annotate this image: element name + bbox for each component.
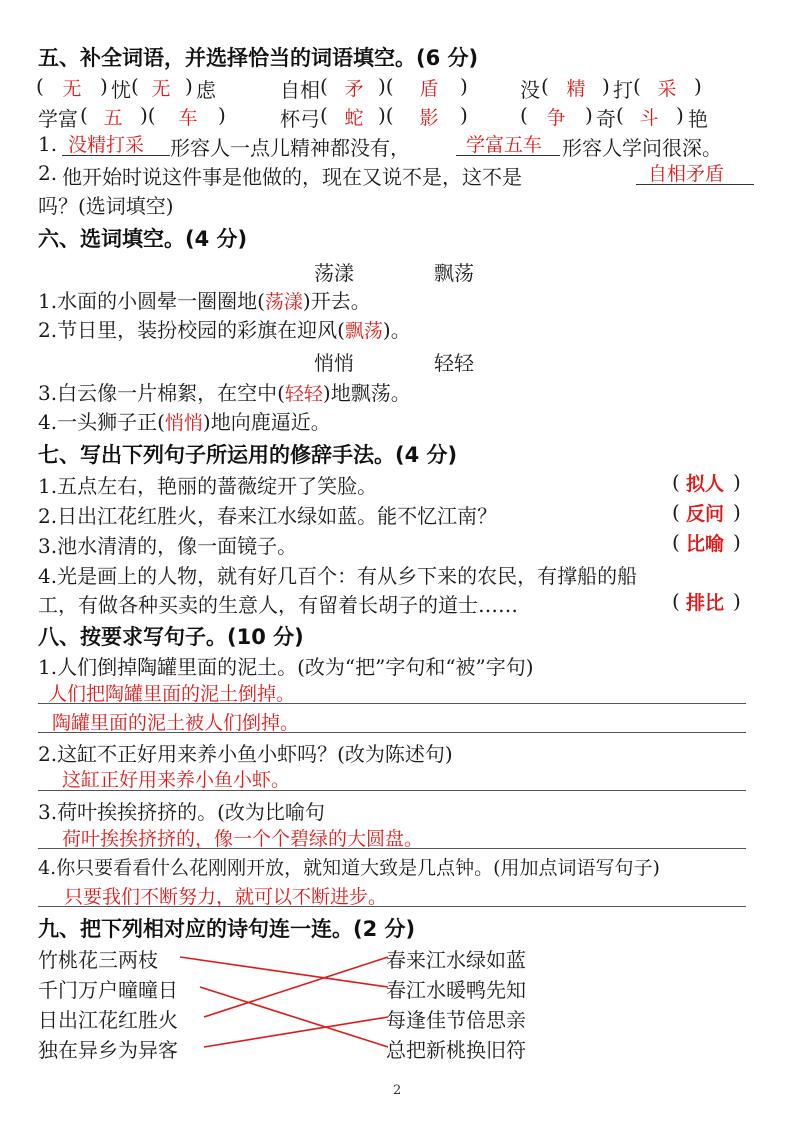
paren: ): [460, 74, 468, 98]
question-text: 4.光是画上的人物，就有好几百个：有从乡下来的农民，有撑船的船: [38, 564, 638, 588]
question-number: 1.: [38, 132, 58, 156]
answer-blank: 盾: [419, 78, 439, 100]
answer-blank: 精: [566, 78, 586, 100]
poem-left[interactable]: 竹桃花三两枝: [38, 948, 158, 972]
answer-text: 人们把陶罐里面的泥土倒掉。: [48, 683, 296, 705]
paren: )(: [378, 74, 394, 98]
question-text: 形容人一点儿精神都没有，: [170, 136, 410, 160]
paren: (: [36, 74, 44, 98]
answer-blank: 车: [178, 107, 198, 129]
poem-right[interactable]: 总把新桃换旧符: [386, 1038, 526, 1062]
answer-text: 荷叶挨挨挤挤的，像一个个碧绿的大圆盘。: [62, 828, 424, 850]
answer-text: 轻轻: [284, 383, 323, 405]
word-option: 轻轻: [434, 351, 474, 375]
answer-text: 这缸正好用来养小鱼小虾。: [62, 769, 291, 791]
question-text: 2.日出江花红胜火，春来江水绿如蓝。能不忆江南？: [38, 504, 498, 528]
poem-left[interactable]: 日出江花红胜火: [38, 1008, 178, 1032]
word-option: 悄悄: [314, 351, 354, 375]
answer-text: 没精打采: [68, 134, 145, 156]
question-text: 4.你只要看看什么花刚刚开放，就知道大致是几点钟。(用加点词语写句子): [38, 857, 660, 879]
answer-text: 悄悄: [164, 412, 203, 434]
match-line: [204, 957, 388, 1017]
paren: ): [733, 470, 741, 494]
word-part: 忧: [111, 78, 131, 102]
answer-text: 飘荡: [344, 320, 383, 342]
answer-text: 只要我们不断努力，就可以不断进步。: [64, 886, 388, 908]
paren: (: [131, 74, 139, 98]
question-text: )开去。: [302, 289, 371, 313]
paren: ): [100, 74, 108, 98]
paren: ): [218, 103, 226, 127]
answer-blank: 蛇: [344, 107, 364, 129]
question-text: 2.这缸不正好用来养小鱼小虾吗？(改为陈述句): [38, 742, 453, 766]
question-text: 1.五点左右，艳丽的蔷薇绽开了笑脸。: [38, 474, 378, 498]
section-6-title: 六、选词填空。(4 分): [38, 227, 248, 251]
word-part: 自相: [280, 78, 320, 102]
word-part: 虑: [196, 78, 216, 102]
word-part: 奇: [596, 107, 616, 131]
answer-text: 陶罐里面的泥土被人们倒掉。: [52, 712, 300, 734]
paren: ): [733, 589, 741, 613]
answer-blank: 矛: [344, 78, 364, 100]
answer-blank: 争: [546, 107, 566, 129]
question-text: 1.人们倒掉陶罐里面的泥土。(改为“把”字句和“被”字句): [38, 655, 534, 679]
question-text: 形容人学问很深。: [562, 136, 722, 160]
paren: (: [672, 500, 680, 524]
paren: (: [672, 470, 680, 494]
paren: )(: [378, 103, 394, 127]
section-9-title: 九、把下列相对应的诗句连一连。(2 分): [38, 917, 416, 941]
answer-blank: 无: [151, 78, 171, 100]
paren: )(: [140, 103, 156, 127]
answer-blank: 五: [103, 107, 123, 129]
paren: (: [541, 74, 549, 98]
answer-text: 比喻: [686, 533, 725, 555]
poem-right[interactable]: 春江水暖鸭先知: [386, 978, 526, 1002]
poem-right[interactable]: 春来江水绿如蓝: [386, 948, 526, 972]
paren: (: [672, 589, 680, 613]
answer-text: 学富五车: [466, 134, 543, 156]
paren: ): [694, 74, 702, 98]
match-line: [204, 1017, 388, 1047]
answer-text: 自相矛盾: [648, 163, 725, 185]
word-part: 艳: [688, 107, 708, 131]
paren: ): [676, 103, 684, 127]
paren: (: [320, 74, 328, 98]
question-text: 工，有做各种买卖的生意人，有留着长胡子的道士……: [38, 593, 518, 617]
paren: (: [520, 103, 528, 127]
answer-text: 拟人: [686, 473, 725, 495]
poem-left[interactable]: 独在异乡为异客: [38, 1038, 178, 1062]
question-text: 2.节日里，装扮校园的彩旗在迎风(: [38, 318, 345, 342]
question-number: 2.: [38, 161, 58, 185]
paren: (: [80, 103, 88, 127]
question-text: )。: [382, 318, 411, 342]
word-option: 荡漾: [314, 261, 354, 285]
paren: (: [633, 74, 641, 98]
word-part: 没: [520, 78, 540, 102]
answer-blank: 影: [419, 107, 439, 129]
poem-right[interactable]: 每逢佳节倍思亲: [386, 1008, 526, 1032]
question-text: 3.白云像一片棉絮，在空中(: [38, 381, 285, 405]
word-part: 学富: [38, 107, 78, 131]
paren: (: [672, 530, 680, 554]
answer-blank: 斗: [639, 107, 659, 129]
answer-text: 反问: [686, 503, 725, 525]
word-part: 打: [613, 78, 633, 102]
paren: ): [585, 103, 593, 127]
answer-text: 排比: [686, 592, 725, 614]
page-number: 2: [393, 1083, 402, 1098]
answer-text: 荡漾: [264, 291, 303, 313]
match-line: [200, 987, 388, 1047]
question-text: 3.池水清清的，像一面镜子。: [38, 534, 298, 558]
question-text: 吗？(选词填空): [38, 194, 174, 218]
paren: ): [185, 74, 193, 98]
question-text: 1.水面的小圆晕一圈圈地(: [38, 289, 265, 313]
section-5-title: 五、补全词语，并选择恰当的词语填空。(6 分): [38, 46, 479, 70]
paren: ): [602, 74, 610, 98]
answer-blank: 采: [657, 78, 677, 100]
word-part: 杯弓: [280, 107, 320, 131]
paren: ): [733, 500, 741, 524]
poem-left[interactable]: 千门万户曈曈日: [38, 978, 178, 1002]
paren: (: [616, 103, 624, 127]
paren: (: [320, 103, 328, 127]
section-7-title: 七、写出下列句子所运用的修辞手法。(4 分): [38, 443, 458, 467]
question-text: 4.一头狮子正(: [38, 410, 165, 434]
answer-blank: 无: [62, 78, 82, 100]
paren: ): [460, 103, 468, 127]
section-8-title: 八、按要求写句子。(10 分): [38, 625, 304, 649]
question-text: )地飘荡。: [322, 381, 411, 405]
word-option: 飘荡: [434, 261, 474, 285]
question-text: 3.荷叶挨挨挤挤的。(改为比喻句: [38, 800, 325, 824]
match-line: [180, 957, 388, 987]
paren: ): [733, 530, 741, 554]
question-text: )地向鹿逼近。: [202, 410, 331, 434]
question-text: 他开始时说这件事是他做的，现在又说不是，这不是: [62, 165, 522, 189]
